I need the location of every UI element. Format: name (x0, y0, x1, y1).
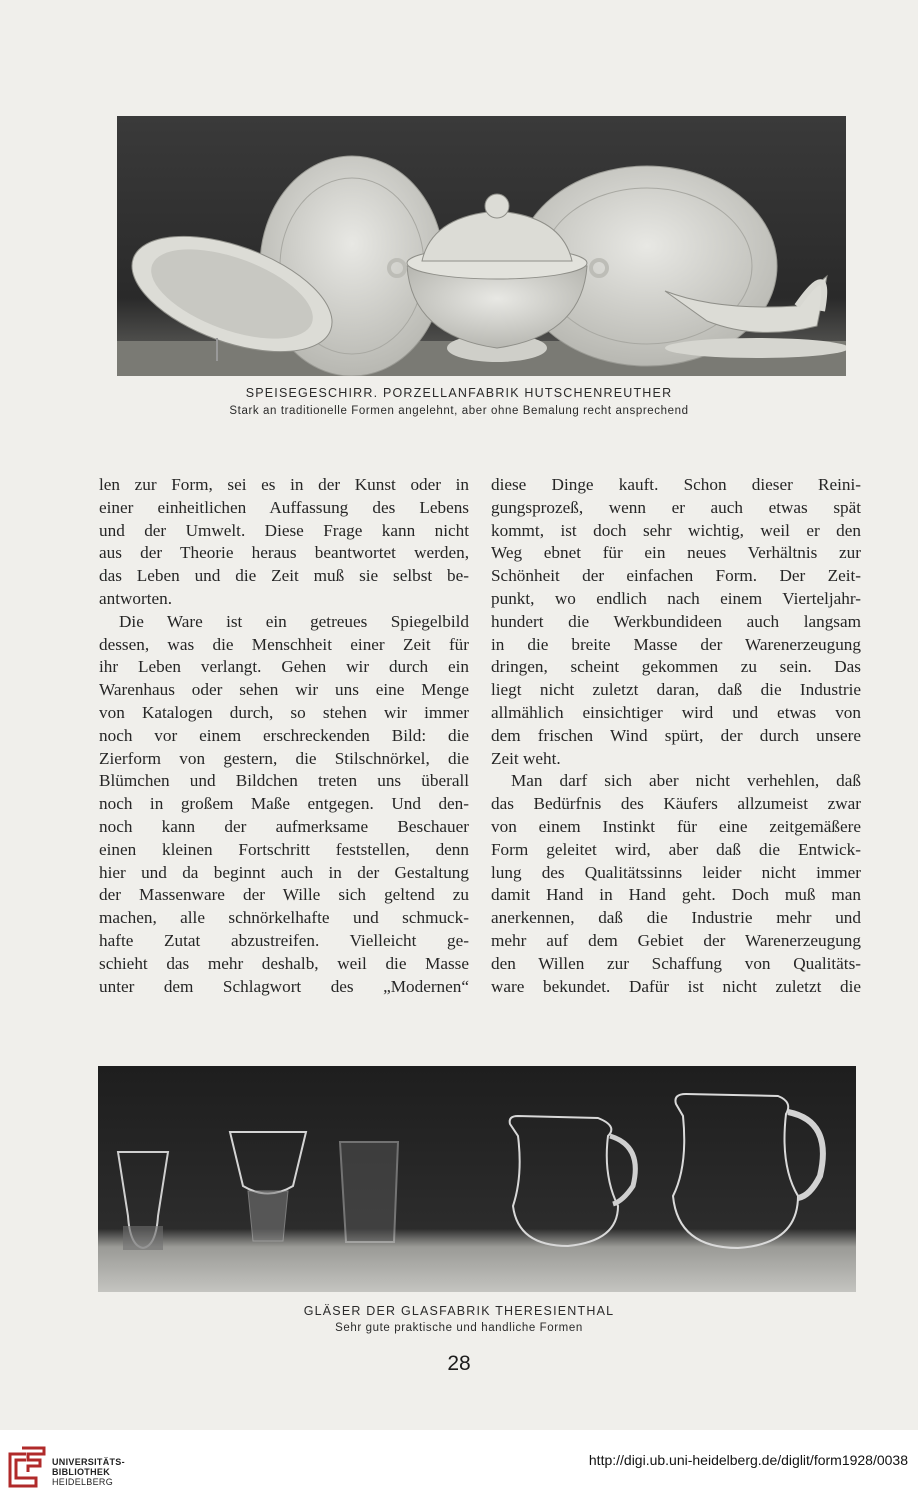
text-line: das Leben und die Zeit muß sie selbst be- (99, 566, 469, 586)
text-line: das Bedürfnis des Käufers allzumeist zwar (491, 794, 861, 814)
text-line: dringen, scheint gekommen zu sein. Das (491, 657, 861, 677)
library-name-line1: UNIVERSITÄTS- (52, 1457, 125, 1467)
text-line: Die Ware ist ein getreues Spiegelbild (119, 611, 469, 631)
figure1-caption-title: SPEISEGESCHIRR. PORZELLANFABRIK HUTSCHENREUTHER (245, 386, 673, 400)
text-line: damit Hand in Hand geht. Doch muß man (491, 885, 861, 905)
text-line: noch vor einem erschreckenden Bild: die (99, 725, 469, 745)
text-line: kommt, ist doch sehr wichtig, weil er den (491, 520, 861, 540)
text-line: len zur Form, sei es in der Kunst oder in (99, 475, 469, 494)
text-line: dem frischen Wind spürt, der durch unsere (491, 725, 861, 745)
text-line: noch in großem Maße entgegen. Und den- (99, 794, 469, 814)
text-line: antworten. (99, 588, 173, 608)
text-line: einer einheitlichen Auffassung des Lebens (99, 497, 469, 517)
library-name-line2: BIBLIOTHEK (52, 1467, 110, 1477)
source-url-link[interactable]: http://digi.ub.uni-heidelberg.de/diglit/form1928/0038 (588, 1452, 908, 1468)
text-line: ware bekundet. Dafür ist nicht zuletzt die (491, 976, 861, 996)
text-line: Blümchen und Bildchen treten uns überall (99, 771, 469, 791)
library-name-line3: HEIDELBERG (52, 1477, 114, 1487)
text-line: und der Umwelt. Diese Frage kann nicht (99, 520, 469, 540)
footer-bar (0, 1430, 918, 1507)
text-line: hafte Zutat abzustreifen. Vielleicht ge- (99, 930, 469, 950)
library-name (52, 1457, 125, 1487)
text-line: gungsprozeß, wenn er auch etwas spät (491, 497, 861, 517)
text-line: machen, alle schnörkelhafte und schmuck- (99, 908, 469, 928)
text-line: Weg ebnet für ein neues Verhältnis zur (491, 543, 861, 563)
text-line: Zierform von gestern, die Stilschnörkel, die (99, 748, 469, 768)
text-line: Zeit weht. (491, 748, 561, 768)
text-line: der Massenware der Wille sich geltend zu (99, 885, 469, 905)
figure2-caption-subtitle: Sehr gute praktische und handliche Formen (335, 1322, 583, 1334)
text-line: mehr auf dem Gebiet der Warenerzeugung (491, 930, 861, 950)
text-line: anerkennen, daß die Industrie mehr und (491, 908, 861, 928)
text-line: unter dem Schlagwort des „Modernen“ (99, 976, 469, 996)
text-line: punkt, wo endlich nach einem Vierteljahr- (491, 588, 861, 608)
text-line: Warenhaus oder sehen wir uns eine Menge (99, 680, 469, 700)
text-line: Schönheit der einfachen Form. Der Zeit- (491, 566, 861, 586)
text-line: lung des Qualitätssinns leider nicht immer (491, 862, 861, 882)
text-line: Form geleitet wird, aber daß die Entwick- (491, 839, 861, 859)
text-line: von Katalogen durch, so stehen wir immer (99, 702, 469, 722)
text-line: hundert die Werkbundideen auch langsam (491, 611, 861, 631)
dinnerware-photo (117, 116, 846, 376)
text-line: noch kann der aufmerksame Beschauer (99, 816, 469, 836)
figure2-caption-title: GLÄSER DER GLASFABRIK THERESIENTHAL (303, 1304, 615, 1318)
text-line: einen kleinen Fortschritt feststellen, denn (99, 839, 469, 859)
figure1-caption-subtitle: Stark an traditionelle Formen angelehnt, aber ohne Bemalung recht ansprechend (229, 405, 689, 417)
right-text-column (491, 474, 861, 998)
text-line: in die breite Masse der Warenerzeugung (491, 634, 861, 654)
text-line: ihr Leben verlangt. Gehen wir durch ein (99, 657, 469, 677)
text-line: allmählich einsichtiger wird und etwas von (491, 702, 861, 722)
glassware-photo (98, 1066, 856, 1292)
page-number: 28 (447, 1352, 471, 1375)
text-line: liegt nicht zuletzt daran, daß die Industrie (491, 680, 861, 700)
text-line: den Willen zur Schaffung von Qualitäts- (491, 953, 861, 973)
text-line: diese Dinge kauft. Schon dieser Reini- (491, 475, 861, 494)
text-line: aus der Theorie heraus beantwortet werden, (99, 543, 469, 563)
text-line: dessen, was die Menschheit einer Zeit für (99, 634, 469, 654)
library-logo-icon (6, 1446, 46, 1490)
text-line: von einem Instinkt für eine zeitgemäßere (491, 816, 861, 836)
text-line: Man darf sich aber nicht verhehlen, daß (511, 771, 861, 791)
left-text-column (99, 474, 469, 998)
text-line: schieht das mehr deshalb, weil die Masse (99, 953, 469, 973)
text-line: hier und da beginnt auch in der Gestaltung (99, 862, 469, 882)
